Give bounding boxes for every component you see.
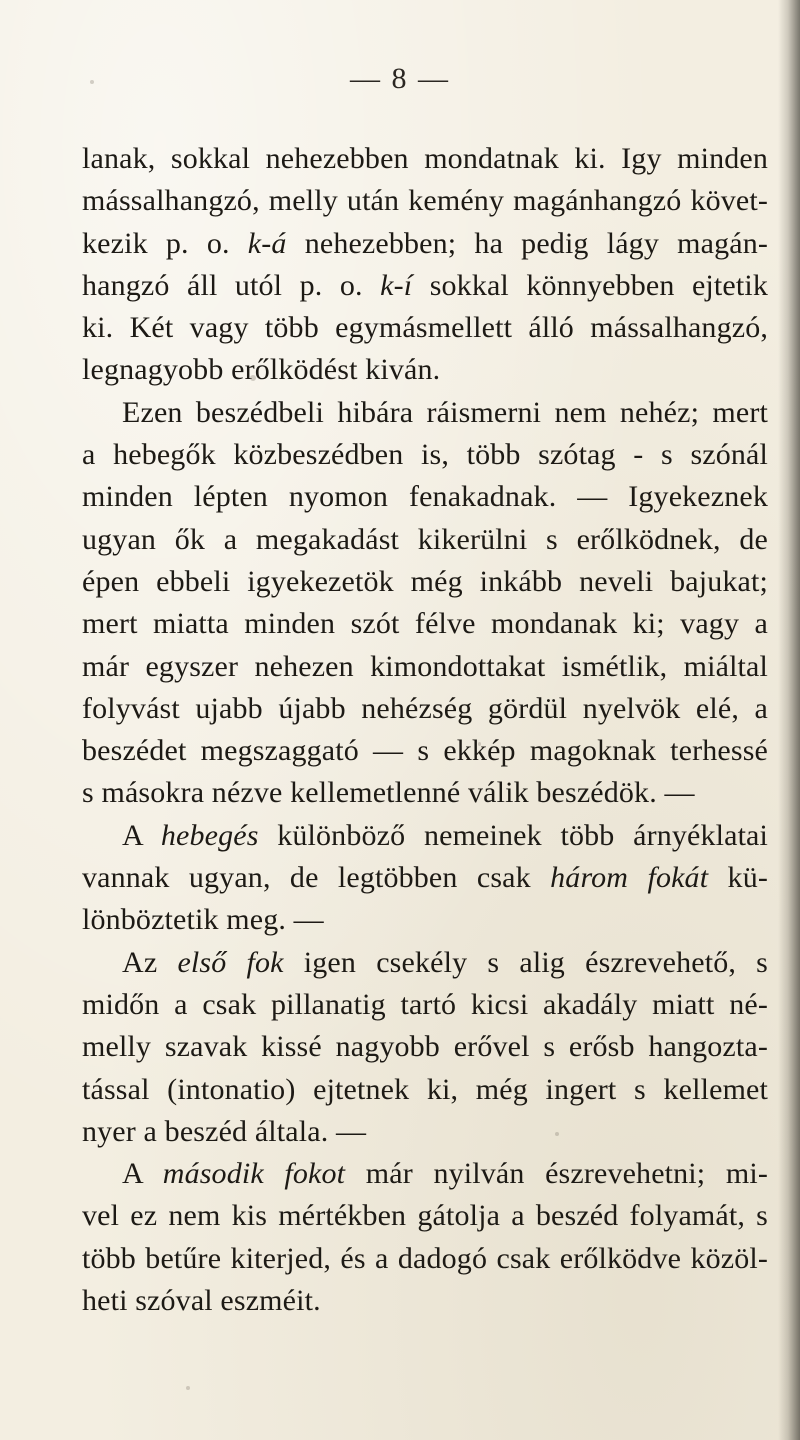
text-run: midőn a csak pillanatig tartó kicsi akadály miatt né-: [82, 987, 768, 1021]
text-line: [82, 180, 768, 222]
text-run: lanak, sokkal nehezebben mondatnak ki. Igy minden: [82, 142, 768, 175]
paper-speck: [478, 742, 481, 746]
text-run: kü-: [708, 861, 768, 895]
text-line: [82, 1280, 768, 1322]
text-line: [82, 688, 768, 730]
text-line: [82, 519, 768, 561]
italic-term: második fokot: [162, 1157, 346, 1191]
text-run: mert miatta minden szót félve mondanak ki; vagy a: [82, 607, 768, 641]
text-run: ki. Két vagy több egymásmellett álló mássalhangzó,: [82, 311, 768, 345]
text-run: heti szóval eszméit.: [82, 1284, 321, 1318]
page-number: — 8 —: [350, 62, 450, 95]
text-line: [82, 434, 768, 476]
paper-speck: [555, 1132, 559, 1136]
text-line: [82, 1111, 768, 1153]
italic-term: k-í: [380, 268, 413, 302]
text-line: [82, 307, 768, 349]
text-line: [82, 772, 768, 814]
text-run: vannak ugyan, de legtöbben csak: [82, 861, 551, 895]
paper-speck: [186, 1386, 190, 1390]
text-run: a hebegők közbeszédben is, több szótag - s szónál: [82, 438, 768, 472]
text-run: nehezebben; ha pedig lágy magán-: [286, 226, 768, 260]
text-run: nyer a beszéd általa. —: [82, 1114, 367, 1148]
text-line: [82, 646, 768, 688]
italic-term: első fok: [177, 945, 284, 979]
text-run: s másokra nézve kellemetlenné válik beszédök. —: [82, 776, 695, 810]
text-line: [82, 815, 768, 857]
text-run: mássalhangzó, melly után kemény magánhangzó követ-: [82, 184, 768, 218]
text-run: kezik p. o.: [82, 226, 248, 260]
text-line: [82, 730, 768, 772]
text-line: [82, 265, 768, 307]
text-run: A: [122, 818, 161, 852]
text-run: sokkal könnyebben ejtetik: [412, 268, 768, 302]
text-run: folyvást ujabb újabb nehézség gördül nyelvök elé, a: [82, 691, 768, 725]
text-run: melly szavak kissé nagyobb erővel s erősb hangozta-: [82, 1030, 768, 1064]
text-run: több betűre kiterjed, és a dadogó csak erőlködve közöl-: [82, 1241, 768, 1275]
text-line: [82, 603, 768, 645]
text-line: [82, 561, 768, 603]
text-line: [82, 1153, 768, 1195]
text-line: [82, 349, 768, 391]
italic-term: három fokát: [550, 861, 709, 895]
text-run: ugyan ők a megakadást kikerülni s erőlködnek, de: [82, 522, 768, 556]
body-text: [82, 138, 768, 1322]
text-line: [82, 138, 768, 180]
text-run: különböző nemeinek több árnyéklatai: [258, 818, 769, 852]
text-run: minden lépten nyomon fenakadnak. — Igyekeznek: [82, 480, 768, 514]
text-run: beszédet megszaggató — s ekkép magoknak terhessé: [82, 734, 768, 768]
text-run: lönböztetik meg. —: [82, 903, 324, 937]
text-run: legnagyobb erőlködést kiván.: [82, 353, 441, 387]
italic-term: hebegés: [160, 818, 259, 852]
text-run: Ezen beszédbeli hibára ráismerni nem nehéz; mert: [122, 395, 768, 429]
text-run: épen ebbeli igyekezetök még inkább neveli bajukat;: [82, 564, 768, 598]
text-line: [82, 984, 768, 1026]
text-run: tással (intonatio) ejtetnek ki, még ingert s kellemet: [82, 1072, 768, 1106]
text-run: már egyszer nehezen kimondottakat ismétlik, miáltal: [82, 649, 768, 683]
text-line: [82, 392, 768, 434]
text-run: már nyilván észrevehetni; mi-: [345, 1157, 768, 1191]
text-line: [82, 1238, 768, 1280]
italic-term: k-á: [247, 226, 287, 260]
text-run: Az: [122, 945, 178, 979]
paper-speck: [250, 375, 256, 381]
paper-speck: [90, 80, 94, 84]
text-line: [82, 899, 768, 941]
text-run: A: [122, 1157, 163, 1191]
text-line: [82, 223, 768, 265]
text-line: [82, 942, 768, 984]
text-line: [82, 476, 768, 518]
text-run: igen csekély s alig észrevehető, s: [283, 945, 768, 979]
page-edge-shadow: [778, 0, 800, 1440]
text-line: [82, 1195, 768, 1237]
text-run: vel ez nem kis mértékben gátolja a beszéd folyamát, s: [82, 1199, 768, 1233]
text-run: hangzó áll utól p. o.: [82, 268, 381, 302]
text-line: [82, 1026, 768, 1068]
text-line: [82, 1069, 768, 1111]
text-line: [82, 857, 768, 899]
